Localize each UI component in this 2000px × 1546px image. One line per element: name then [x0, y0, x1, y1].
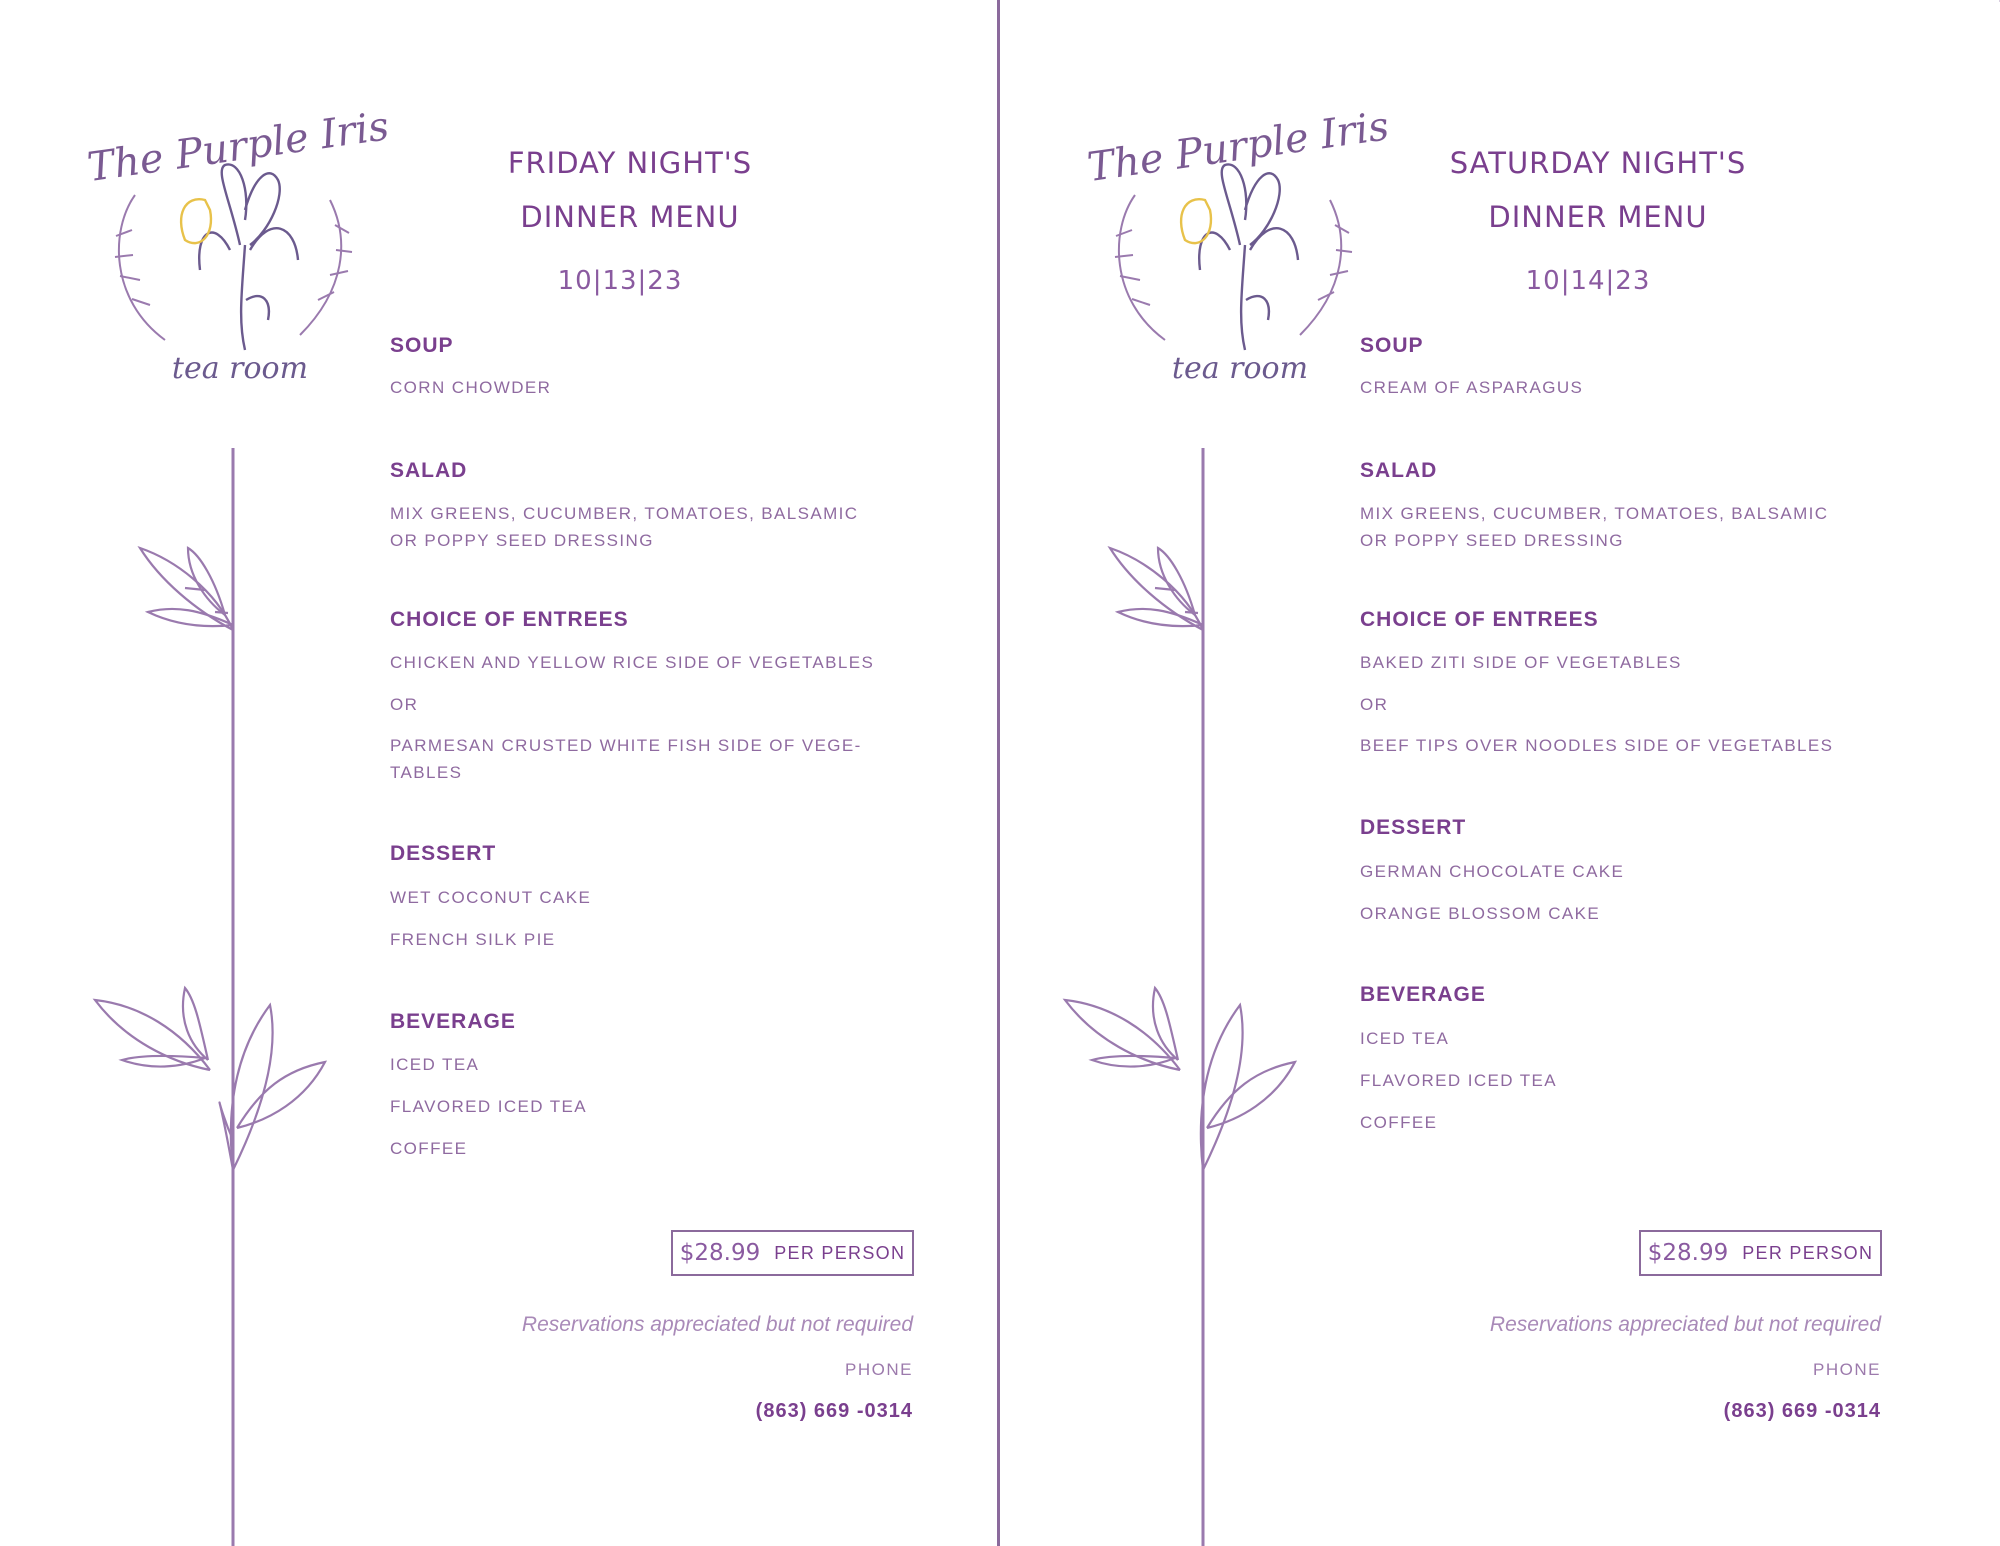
logo-subtitle: tea room: [1171, 351, 1309, 386]
price-box: [671, 1230, 914, 1276]
section-heading-soup: SOUP: [1360, 334, 1424, 357]
section-heading-dessert: DESSERT: [1360, 816, 1467, 839]
menu-item: GERMAN CHOCOLATE CAKE: [1360, 862, 1625, 881]
menu-page-saturday: [1000, 0, 1999, 1546]
menu-title-line1: FRIDAY NIGHT'S: [507, 146, 753, 180]
price-value: $28.99: [679, 1240, 761, 1266]
menu-item: OR: [390, 695, 419, 714]
price-box: [1639, 1230, 1882, 1276]
menu-item: OR POPPY SEED DRESSING: [390, 531, 654, 550]
menu-item: COFFEE: [1360, 1113, 1438, 1132]
price-unit: PER PERSON: [1742, 1242, 1874, 1263]
menu-item: MIX GREENS, CUCUMBER, TOMATOES, BALSAMIC: [1360, 504, 1829, 523]
menu-page-friday: [0, 0, 999, 1546]
logo-title: The Purple Iris: [84, 103, 392, 192]
menu-item: CHICKEN AND YELLOW RICE SIDE OF VEGETABLES: [390, 653, 875, 672]
menu-item: PARMESAN CRUSTED WHITE FISH SIDE OF VEGE-: [390, 736, 862, 755]
reservation-note: Reservations appreciated but not required: [1489, 1313, 1881, 1336]
menu-item: FLAVORED ICED TEA: [390, 1097, 587, 1116]
menu-item: TABLES: [390, 763, 463, 782]
phone-number: (863) 669 -0314: [1723, 1400, 1881, 1422]
reservation-note: Reservations appreciated but not required: [521, 1313, 913, 1336]
menu-item: CREAM OF ASPARAGUS: [1360, 378, 1584, 397]
menu-item: FLAVORED ICED TEA: [1360, 1071, 1557, 1090]
section-heading-beverage: BEVERAGE: [390, 1010, 516, 1033]
menu-item: MIX GREENS, CUCUMBER, TOMATOES, BALSAMIC: [390, 504, 859, 523]
section-heading-beverage: BEVERAGE: [1360, 983, 1486, 1006]
price-unit: PER PERSON: [774, 1242, 906, 1263]
menu-item: ORANGE BLOSSOM CAKE: [1360, 904, 1601, 923]
menu-title-line1: SATURDAY NIGHT'S: [1449, 146, 1747, 180]
menu-item: BAKED ZITI SIDE OF VEGETABLES: [1360, 653, 1682, 672]
menu-item: BEEF TIPS OVER NOODLES SIDE OF VEGETABLES: [1360, 736, 1834, 755]
price-value: $28.99: [1647, 1240, 1729, 1266]
menu-item: ICED TEA: [390, 1055, 480, 1074]
menu-item: ICED TEA: [1360, 1029, 1450, 1048]
section-heading-entrees: CHOICE OF ENTREES: [390, 608, 629, 631]
menu-item: OR: [1360, 695, 1389, 714]
menu-item: COFFEE: [390, 1139, 468, 1158]
menu-title-line2: DINNER MENU: [520, 200, 740, 234]
menu-item: OR POPPY SEED DRESSING: [1360, 531, 1624, 550]
section-heading-salad: SALAD: [1360, 459, 1438, 482]
menu-item: FRENCH SILK PIE: [390, 930, 556, 949]
phone-number: (863) 669 -0314: [755, 1400, 913, 1422]
menu-item: WET COCONUT CAKE: [390, 888, 592, 907]
menu-title-line2: DINNER MENU: [1488, 200, 1708, 234]
phone-label: PHONE: [1813, 1360, 1881, 1379]
section-heading-entrees: CHOICE OF ENTREES: [1360, 608, 1599, 631]
logo-subtitle: tea room: [171, 351, 309, 386]
section-heading-soup: SOUP: [390, 334, 454, 357]
section-heading-salad: SALAD: [390, 459, 468, 482]
phone-label: PHONE: [845, 1360, 913, 1379]
section-heading-dessert: DESSERT: [390, 842, 497, 865]
menu-date: 10|13|23: [557, 266, 683, 296]
menu-date: 10|14|23: [1525, 266, 1651, 296]
menu-item: CORN CHOWDER: [390, 378, 552, 397]
logo-title: The Purple Iris: [1084, 103, 1392, 192]
